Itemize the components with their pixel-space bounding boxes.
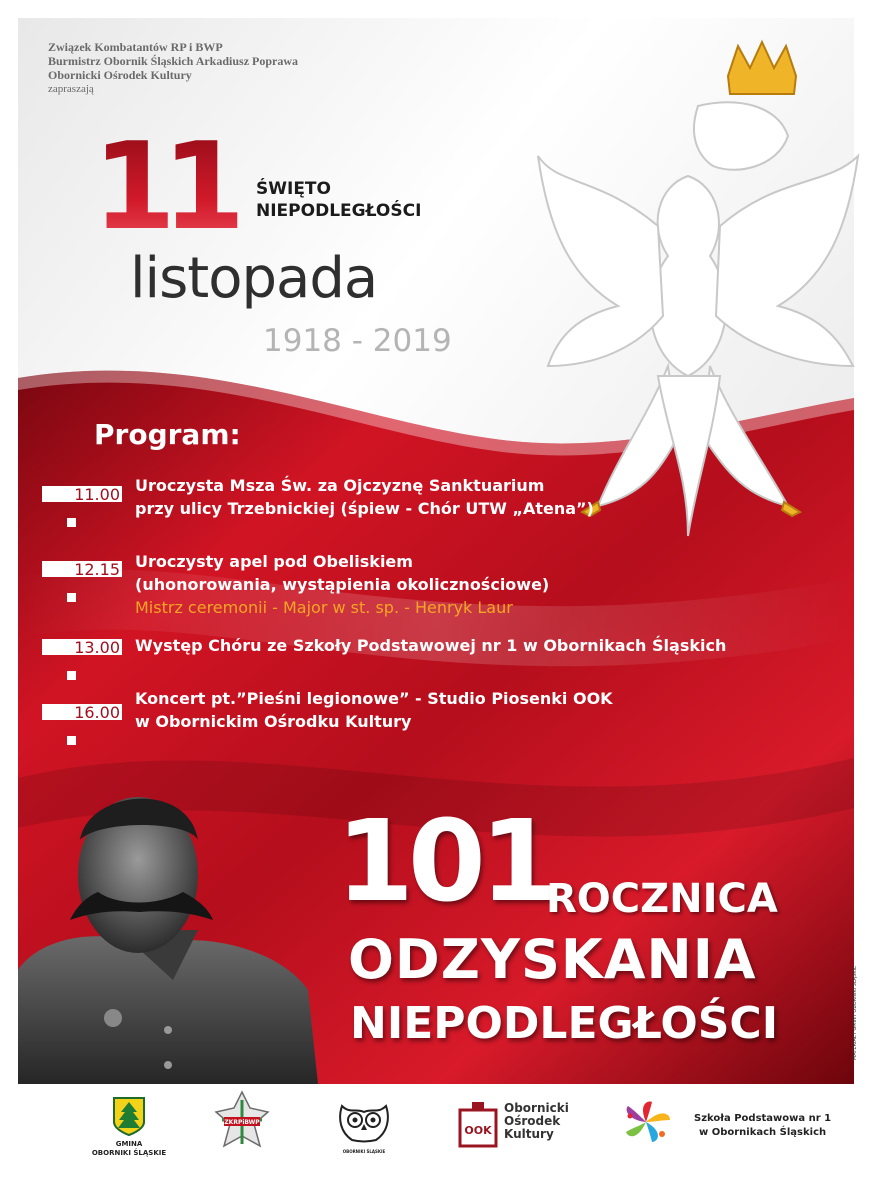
event-bullet: [67, 518, 76, 527]
holiday-line: NIEPODLEGŁOŚCI: [256, 201, 422, 221]
day-number: [92, 118, 232, 257]
holiday-name: [256, 178, 421, 222]
years: 1918 - 2019: [263, 323, 452, 359]
gmina-logo: [74, 1096, 184, 1158]
event-time: 12.15: [42, 561, 122, 577]
gmina-caption: GMINA: [115, 1140, 143, 1148]
event-description: [135, 474, 594, 520]
ook-building-icon: [458, 1100, 498, 1148]
event-line: Występ Chóru ze Szkoły Podstawowej nr 1 w Obornikach Śląskich: [135, 636, 727, 655]
organizer-line: Związek Kombatantów RP i BWP: [48, 40, 223, 54]
ook-caption: Obornicki: [504, 1101, 569, 1115]
event-line: Koncert pt.”Pieśni legionowe” - Studio Piosenki OOK: [135, 689, 613, 708]
event-description: [135, 634, 726, 657]
school-caption: w Obornikach Śląskich: [699, 1127, 827, 1138]
gmina-caption: OBORNIKI ŚLĄSKIE: [91, 1149, 167, 1157]
spruce-crest-icon: [112, 1096, 146, 1136]
cross-badge-icon: [214, 1090, 270, 1154]
event-bullet: [67, 736, 76, 745]
event-description: [135, 687, 613, 733]
owl-caption: OBORNIKI ŚLĄSKIE: [342, 1149, 386, 1154]
pinwheel-icon: [618, 1098, 674, 1148]
ook-mark: OOK: [464, 1124, 492, 1137]
owl-logo: [334, 1098, 394, 1154]
event-time: 16.00: [42, 704, 122, 720]
organizers: [48, 40, 298, 96]
owl-icon: [334, 1098, 394, 1144]
ook-caption: Ośrodek: [504, 1114, 561, 1128]
organizer-line: Burmistrz Obornik Śląskich Arkadiusz Poprawa: [48, 54, 299, 68]
poster: [18, 18, 854, 1084]
zkrp-logo-text: ZKRPiBWP: [224, 1119, 260, 1126]
program-heading: Program:: [94, 418, 241, 451]
event-line: w Obornickim Ośrodku Kultury: [135, 712, 412, 731]
school-caption: Szkoła Podstawowa nr 1: [694, 1113, 832, 1124]
event-line: przy ulicy Trzebnickiej (śpiew - Chór UTW „Atena”): [135, 499, 594, 518]
event-line: Mistrz ceremonii - Major w st. sp. - Henryk Laur: [135, 598, 513, 617]
event-line: Uroczysty apel pod Obeliskiem: [135, 552, 413, 571]
ook-logo: [458, 1096, 608, 1152]
month: listopada: [130, 246, 378, 311]
school-logo: [618, 1098, 844, 1154]
day-number-text: 11: [92, 118, 232, 257]
anniversary-number: 101: [336, 797, 552, 927]
event-description: [135, 550, 549, 619]
event-time: 11.00: [42, 486, 122, 502]
anniversary-word: ODZYSKANIA: [348, 928, 757, 991]
organizer-line: Obornicki Ośrodek Kultury: [48, 68, 192, 82]
ook-caption: Kultury: [504, 1127, 554, 1141]
anniversary-word: NIEPODLEGŁOŚCI: [350, 998, 779, 1049]
event-bullet: [67, 671, 76, 680]
event-bullet: [67, 593, 76, 602]
credit-note: MATERIAŁY GMINY OBORNIKI ŚLĄSKIE: [852, 965, 858, 1060]
holiday-line: ŚWIĘTO: [256, 179, 331, 199]
event-line: Uroczysta Msza Św. za Ojczyznę Sanktuarium: [135, 476, 545, 495]
invite-text: zapraszają: [48, 83, 94, 95]
zkrp-logo: [214, 1090, 270, 1154]
event-line: (uhonorowania, wystąpienia okolicznościowe): [135, 575, 550, 594]
anniversary-word: ROCZNICA: [546, 876, 778, 922]
marshal-portrait: [18, 780, 323, 1084]
event-time: 13.00: [42, 639, 122, 655]
sponsor-footer: [18, 1084, 854, 1180]
